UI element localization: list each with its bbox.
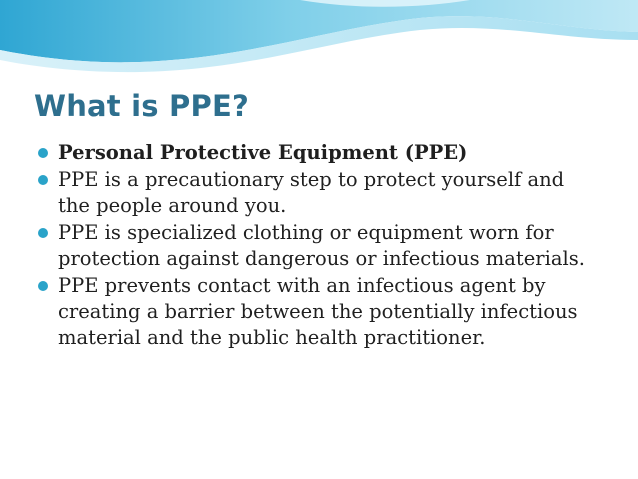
bullet-dot-icon	[38, 148, 48, 158]
bullet-text: PPE is specialized clothing or equipment worn for protection against dangerous or infectious materials.	[58, 221, 585, 270]
bullet-list	[38, 140, 598, 352]
bullet-dot-icon	[38, 175, 48, 185]
bullet-dot-icon	[38, 228, 48, 238]
bullet-text: PPE is a precautionary step to protect yourself and the people around you.	[58, 168, 565, 217]
bullet-item	[38, 167, 598, 219]
bullet-text: PPE prevents contact with an infectious agent by creating a barrier between the potentially infectious material and the public health practitioner.	[58, 274, 578, 349]
bullet-item	[38, 140, 598, 166]
bullet-item	[38, 220, 598, 272]
slide-title: What is PPE?	[34, 89, 250, 123]
bullet-dot-icon	[38, 281, 48, 291]
bullet-text: Personal Protective Equipment (PPE)	[58, 141, 468, 164]
header-wave-decoration	[0, 0, 638, 86]
bullet-item	[38, 273, 598, 351]
